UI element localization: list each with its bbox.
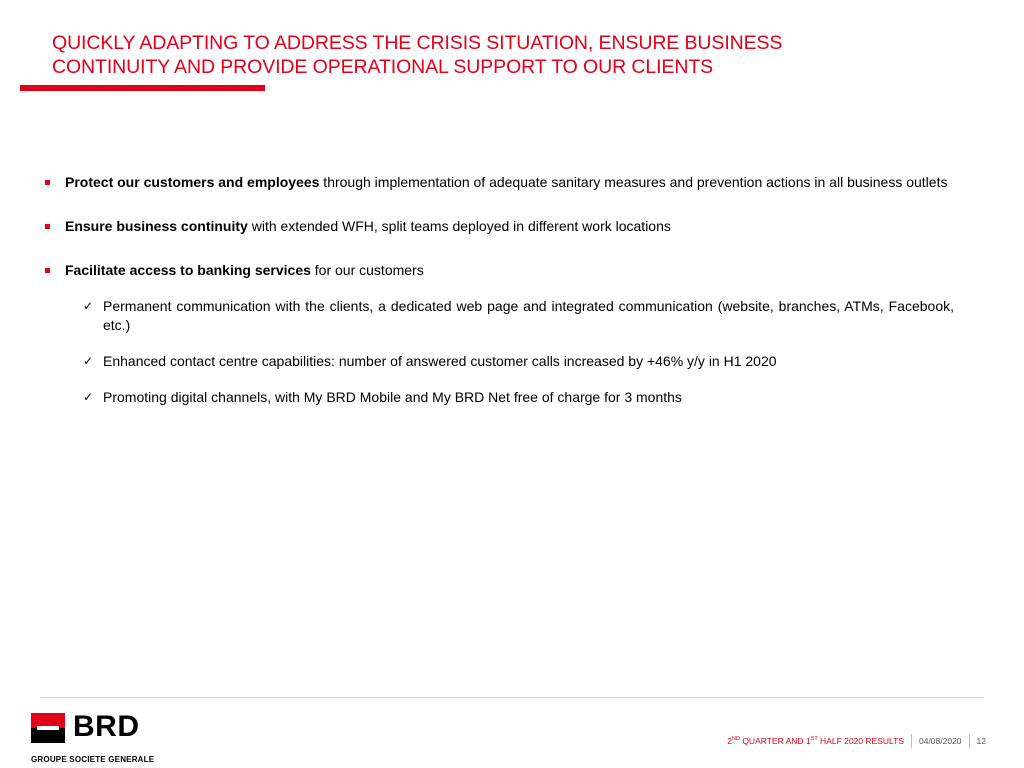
sub-bullet-item — [83, 297, 954, 335]
checkmark-icon: ✓ — [83, 299, 94, 313]
sub-bullet-item — [83, 388, 954, 407]
bullet-text: through implementation of adequate sanitary measures and prevention actions in all business outlets — [319, 174, 948, 190]
title-line-2: CONTINUITY AND PROVIDE OPERATIONAL SUPPORT TO OUR CLIENTS — [52, 56, 714, 78]
bullet-list — [44, 173, 954, 432]
bullet-text: for our customers — [310, 262, 424, 278]
title-line-1: QUICKLY ADAPTING TO ADDRESS THE CRISIS SITUATION, ENSURE BUSINESS — [52, 32, 783, 54]
footer-info — [727, 734, 986, 748]
bullet-item — [44, 261, 954, 407]
bullet-item — [44, 173, 954, 192]
societe-generale-square-icon — [31, 713, 65, 743]
footer-divider — [40, 697, 984, 698]
square-bullet-icon — [45, 180, 50, 185]
sub-bullet-text: Permanent communication with the clients, a dedicated web page and integrated communication (website, branches, ATMs, Facebook, etc.) — [103, 298, 954, 333]
slide-title — [52, 31, 952, 79]
logo-wordmark: BRD — [73, 710, 140, 743]
checkmark-icon: ✓ — [83, 354, 94, 368]
bullet-text: with extended WFH, split teams deployed in different work locations — [247, 218, 671, 234]
bullet-item — [44, 217, 954, 236]
sub-bullet-list — [83, 297, 954, 407]
footer-separator — [969, 734, 970, 748]
square-bullet-icon — [45, 268, 50, 273]
title-underline — [20, 85, 265, 91]
bullet-bold-text: Protect our customers and employees — [65, 174, 320, 190]
sub-bullet-item — [83, 352, 954, 371]
bullet-bold-text: Ensure business continuity — [65, 218, 248, 234]
logo-subtitle: GROUPE SOCIETE GENERALE — [31, 755, 155, 764]
footer-date: 04/08/2020 — [918, 736, 962, 746]
page-number: 12 — [976, 736, 986, 746]
checkmark-icon: ✓ — [83, 390, 94, 404]
sub-bullet-text: Promoting digital channels, with My BRD Mobile and My BRD Net free of charge for 3 months — [103, 389, 682, 405]
footer-report-title: 2ND QUARTER AND 1ST HALF 2020 RESULTS — [727, 736, 904, 746]
sub-bullet-text: Enhanced contact centre capabilities: number of answered customer calls increased by +46% y/y in H1 2020 — [103, 353, 777, 369]
square-bullet-icon — [45, 224, 50, 229]
footer-separator — [911, 734, 912, 748]
bullet-bold-text: Facilitate access to banking services — [65, 262, 311, 278]
